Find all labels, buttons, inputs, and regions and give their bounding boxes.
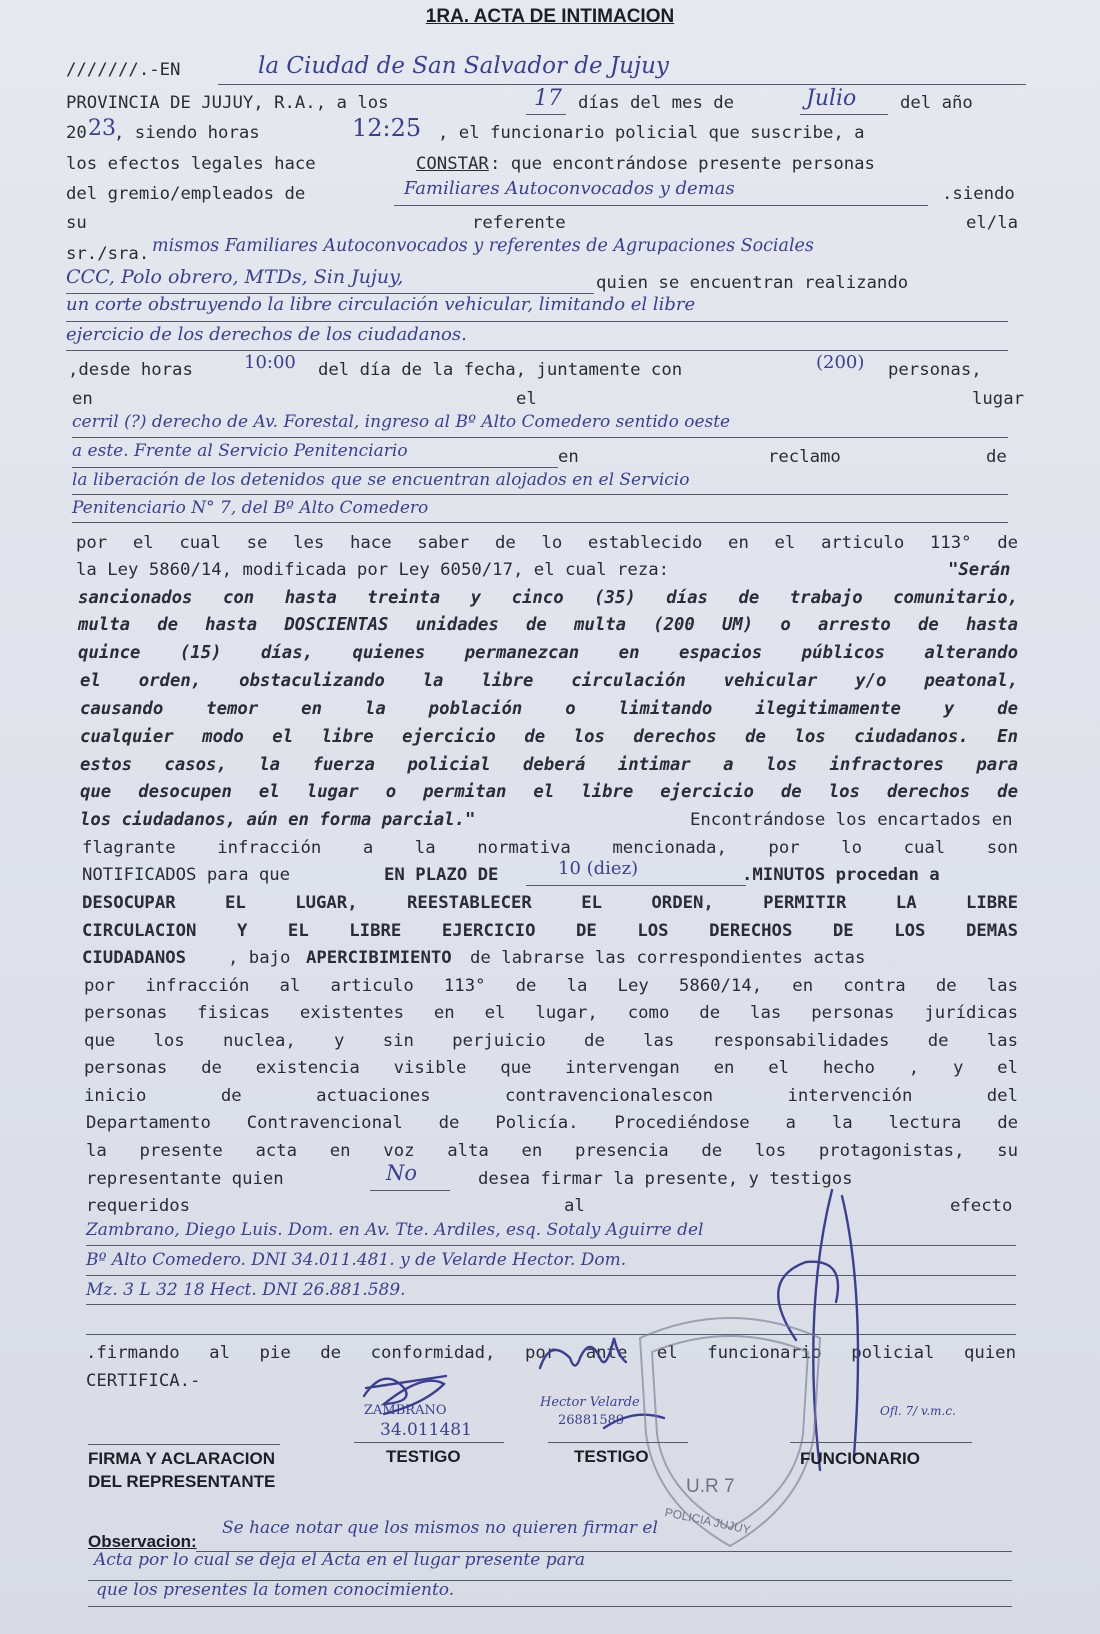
official-annotation: Ofl. 7/ v.m.c.: [880, 1404, 956, 1418]
handwritten-time: 12:25: [352, 114, 422, 142]
handwritten-activity-1: un corte obstruyendo la libre circulación vehicular, limitando el libre: [66, 294, 696, 315]
label-witness-1: TESTIGO: [386, 1447, 461, 1466]
handwritten-people: (200): [816, 352, 865, 373]
handwritten-claim-1: la liberación de los detenidos que se encuentran alojados en el Servicio: [72, 470, 690, 490]
observation-handwriting-3: que los presentes la tomen conocimiento.: [96, 1580, 455, 1600]
law-line-7: estos casos, la fuerza policial deberá intimar a los infractores para: [80, 755, 1018, 775]
body-p2-line-6: por infracción al articulo 113° de la Ley 5860/14, en contra de las: [84, 976, 1018, 996]
header-line3a: , siendo horas: [114, 123, 260, 143]
law-line-8: que desocupen el lugar o permitan el libre ejercicio de los derechos de: [80, 782, 1018, 802]
handwritten-year: 23: [88, 116, 116, 141]
header-line14b: en: [558, 447, 579, 467]
law-line-5: causando temor en la población o limitando ilegitimamente y de: [80, 699, 1018, 719]
header-line5a: del gremio/empleados de: [66, 184, 306, 204]
header-line2a: PROVINCIA DE JUJUY, R.A., a los: [66, 93, 389, 113]
body-p2-line-5c: APERCIBIMIENTO: [306, 948, 452, 968]
witness2-name: Hector Velarde: [540, 1395, 640, 1410]
body-p2-line-4: CIRCULACION Y EL LIBRE EJERCICIO DE LOS DERECHOS DE LOS DEMAS: [82, 921, 1018, 941]
official-signature-stroke-2: [842, 1196, 858, 1456]
handwritten-witness-2: Bº Alto Comedero. DNI 34.011.481. y de Velarde Hector. Dom.: [86, 1250, 627, 1270]
handwritten-minutes: 10 (diez): [558, 858, 639, 879]
body-p2-line-8: que los nuclea, y sin perjuicio de las responsabilidades de las: [84, 1031, 1018, 1051]
law-line-4: el orden, obstaculizando la libre circulación vehicular y/o peatonal,: [80, 671, 1018, 691]
body-line-2a: la Ley 5860/14, modificada por Ley 6050/17, el cual reza:: [76, 560, 670, 580]
handwritten-activity-2: ejercicio de los derechos de los ciudadanos.: [66, 324, 467, 345]
handwritten-sign-answer: No: [386, 1161, 418, 1185]
header-line4a: los efectos legales hace: [66, 154, 316, 174]
closing-line-2: CERTIFICA.-: [86, 1371, 201, 1391]
body-p2-line-11: Departamento Contravencional de Policía. Procediéndose a la lectura de: [86, 1113, 1018, 1133]
document-title: 1RA. ACTA DE INTIMACION: [425, 6, 675, 27]
header-line14d: de: [986, 447, 1007, 467]
body-p2-line-3: DESOCUPAR EL LUGAR, REESTABLECER EL ORDEN, PERMITIR LA LIBRE: [82, 893, 1018, 913]
handwritten-witness-1: Zambrano, Diego Luis. Dom. en Av. Tte. Ardiles, esq. Sotaly Aguirre del: [86, 1220, 704, 1240]
signature-line-witness-1: [354, 1442, 504, 1443]
header-line12b: el: [516, 389, 537, 409]
body-p2-line-14a: requeridos: [86, 1196, 191, 1216]
header-line11b: del día de la fecha, juntamente con: [318, 360, 683, 380]
law-line-2: multa de hasta DOSCIENTAS unidades de multa (200 UM) o arresto de hasta: [78, 615, 1018, 635]
witness2-signature-scribble: [540, 1338, 626, 1368]
body-p2-line-7: personas fisicas existentes en el lugar, como de las personas jurídicas: [84, 1003, 1018, 1023]
body-p2-line-2a: NOTIFICADOS para que: [82, 865, 291, 885]
law-line-1: sancionados con hasta treinta y cinco (35) días de trabajo comunitario,: [78, 588, 1018, 608]
header-line5b: .siendo: [942, 184, 1015, 204]
observation-handwriting-1: Se hace notar que los mismos no quieren firmar el: [222, 1518, 658, 1538]
header-line2c: del año: [900, 93, 973, 113]
body-p2-line-2b: EN PLAZO DE: [384, 865, 499, 885]
signature-line-official: [790, 1442, 972, 1443]
body-p2-line-5a: CIUDADANOS: [82, 948, 187, 968]
witness1-name: ZAMBRANO: [364, 1403, 447, 1418]
body-p2-line-5b: , bajo: [228, 948, 291, 968]
header-line6b: referente: [472, 213, 566, 233]
body-p2-line-14b: al: [564, 1196, 585, 1216]
body-line-9b: Encontrándose los encartados en: [690, 810, 1013, 830]
label-representative-line-2: DEL REPRESENTANTE: [88, 1471, 276, 1491]
header-line2b: días del mes de: [578, 93, 735, 113]
header-line11a: ,desde horas: [68, 360, 193, 380]
handwritten-witness-3: Mz. 3 L 32 18 Hect. DNI 26.881.589.: [86, 1280, 406, 1300]
header-line8b: quien se encuentran realizando: [596, 273, 909, 293]
observation-label: Observacion:: [88, 1532, 197, 1551]
header-line4c: : que encontrándose presente personas: [490, 154, 875, 174]
handwritten-day: 17: [534, 86, 562, 111]
handwritten-referent: mismos Familiares Autoconvocados y referentes de Agrupaciones Sociales: [152, 236, 814, 256]
closing-line-1: .firmando al pie de conformidad, por ante el funcionario policial quien: [86, 1343, 1016, 1363]
constar-word: CONSTAR: [416, 154, 489, 174]
label-official: FUNCIONARIO: [800, 1449, 920, 1468]
header-line11c: personas,: [888, 360, 982, 380]
header-line6c: el/la: [966, 213, 1019, 233]
header-line6a: su: [66, 213, 87, 233]
body-p2-line-5d: de labrarse las correspondientes actas: [470, 948, 866, 968]
body-p2-line-9: personas de existencia visible que intervengan en el hecho , y el: [84, 1058, 1018, 1078]
handwritten-groups: CCC, Polo obrero, MTDs, Sin Jujuy,: [66, 266, 404, 288]
header-line3b: , el funcionario policial que suscribe, a: [438, 123, 865, 143]
signature-line-witness-2: [548, 1442, 688, 1443]
body-p2-line-10: inicio de actuaciones contravencionalescon intervención del: [84, 1086, 1018, 1106]
handwritten-claim-2: Penitenciario N° 7, del Bº Alto Comedero: [72, 498, 429, 518]
label-representative-line-1: FIRMA Y ACLARACION: [88, 1449, 275, 1468]
handwritten-organization: Familiares Autoconvocados y demas: [404, 178, 735, 199]
official-signature-loop: [778, 1262, 838, 1340]
witness1-dni: 34.011481: [380, 1420, 472, 1440]
year-prefix: 20: [66, 123, 87, 143]
observation-line-3: [88, 1606, 1012, 1607]
header-line12a: en: [72, 389, 93, 409]
label-representative: [88, 1448, 275, 1494]
label-witness-2: TESTIGO: [574, 1447, 649, 1466]
header-line7a: sr./sra.: [66, 244, 150, 264]
body-p2-line-13b: desea firmar la presente, y testigos: [478, 1169, 853, 1189]
law-line-3: quince (15) días, quienes permanezcan en espacios públicos alterando: [78, 643, 1018, 663]
body-line-1: por el cual se les hace saber de lo establecido en el articulo 113° de: [76, 533, 1018, 553]
header-prefix: ///////.-EN: [66, 60, 181, 80]
witness2-dni: 26881589: [558, 1413, 625, 1428]
body-p2-line-12: la presente acta en voz alta en presencia de los protagonistas, su: [86, 1141, 1018, 1161]
signature-line-representative: [88, 1444, 280, 1445]
law-line-9: los ciudadanos, aún en forma parcial.": [80, 810, 476, 830]
handwritten-place-detail-1: cerril (?) derecho de Av. Forestal, ingreso al Bº Alto Comedero sentido oeste: [72, 412, 731, 432]
handwritten-from-time: 10:00: [244, 352, 296, 373]
header-line12c: lugar: [972, 389, 1025, 409]
body-line-2b: "Serán: [948, 560, 1011, 580]
handwritten-place-detail-2: a este. Frente al Servicio Penitenciario: [72, 441, 408, 461]
stamp-text: POLICIA JUJUY: [663, 1505, 752, 1537]
observation-handwriting-2: Acta por lo cual se deja el Acta en el lugar presente para: [94, 1550, 585, 1570]
body-p2-line-14c: efecto: [950, 1196, 1013, 1216]
handwritten-month: Julio: [806, 86, 857, 111]
body-p2-line-1: flagrante infracción a la normativa mencionada, por lo cual son: [82, 838, 1018, 858]
stamp-unit: U.R 7: [686, 1476, 735, 1497]
handwritten-place: la Ciudad de San Salvador de Jujuy: [258, 53, 669, 79]
body-p2-line-2c: .MINUTOS procedan a: [742, 865, 940, 885]
body-p2-line-13a: representante quien: [86, 1169, 284, 1189]
law-line-6: cualquier modo el libre ejercicio de los derechos de los ciudadanos. En: [80, 727, 1018, 747]
official-signature-stroke-1: [813, 1190, 832, 1470]
header-line14c: reclamo: [768, 447, 841, 467]
